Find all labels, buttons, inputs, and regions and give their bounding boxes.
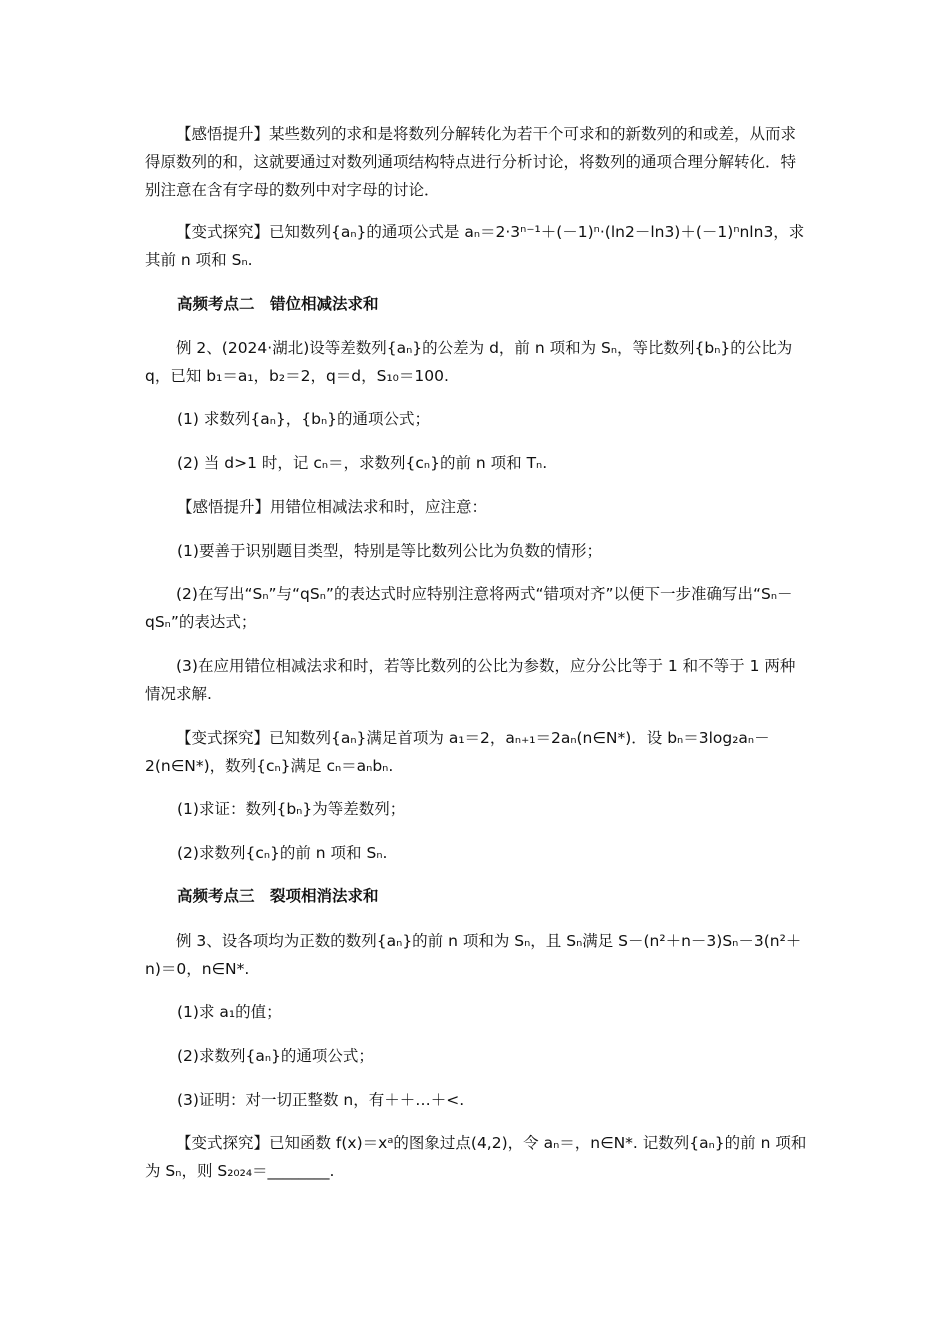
example-2: 例 2、(2024·湖北)设等差数列{aₙ}的公差为 d，前 n 项和为 Sₙ，等比数列{bₙ}的公比为 q，已知 b₁＝a₁，b₂＝2，q＝d，S₁₀＝100. — [145, 339, 798, 385]
example-2-part-1: (1) 求数列{aₙ}，{bₙ}的通项公式； — [177, 410, 431, 428]
variant-2-part-1: (1)求证：数列{bₙ}为等差数列； — [177, 800, 406, 818]
insight-paragraph-1: 【感悟提升】某些数列的求和是将数列分解转化为若干个可求和的新数列的和或差，从而求得原数列的和，这就要通过对数列通项结构特点进行分析讨论，将数列的通项合理分解转化．特别注意在含有字母的数列中对字母的讨论． — [145, 125, 797, 199]
example-3-part-2: (2)求数列{aₙ}的通项公式； — [177, 1047, 374, 1065]
example-2-part-2: (2) 当 d>1 时，记 cₙ＝，求数列{cₙ}的前 n 项和 Tₙ. — [177, 454, 548, 472]
insight-2-point-3: (3)在应用错位相减法求和时，若等比数列的公比为参数，应分公比等于 1 和不等于 1 两种情况求解. — [145, 657, 796, 703]
insight-heading-2: 【感悟提升】用错位相减法求和时，应注意： — [177, 498, 488, 516]
section-heading-2: 高频考点二 错位相减法求和 — [177, 295, 379, 313]
insight-2-point-1: (1)要善于识别题目类型，特别是等比数列公比为负数的情形； — [177, 542, 602, 560]
insight-2-point-2: (2)在写出“Sₙ”与“qSₙ”的表达式时应特别注意将两式“错项对齐”以便下一步准确写出“Sₙ－qSₙ”的表达式； — [145, 585, 793, 631]
variant-exercise-1: 【变式探究】已知数列{aₙ}的通项公式是 aₙ＝2·3ⁿ⁻¹＋(－1)ⁿ·(ln2－ln3)＋(－1)ⁿnln3，求其前 n 项和 Sₙ. — [145, 223, 805, 269]
example-3-part-3: (3)证明：对一切正整数 n，有＋＋…＋<. — [177, 1091, 465, 1109]
variant-2-part-2: (2)求数列{cₙ}的前 n 项和 Sₙ. — [177, 844, 388, 862]
section-heading-3: 高频考点三 裂项相消法求和 — [177, 887, 379, 905]
variant-exercise-2: 【变式探究】已知数列{aₙ}满足首项为 a₁＝2，aₙ₊₁＝2aₙ(n∈N*)．设 bₙ＝3log₂aₙ－2(n∈N*)，数列{cₙ}满足 cₙ＝aₙbₙ. — [145, 729, 770, 775]
variant-exercise-3: 【变式探究】已知函数 f(x)＝xᵃ的图象过点(4,2)，令 aₙ＝，n∈N*. 记数列{aₙ}的前 n 项和为 Sₙ，则 S₂₀₂₄＝________. — [145, 1134, 807, 1180]
example-3-part-1: (1)求 a₁的值； — [177, 1003, 282, 1021]
example-3: 例 3、设各项均为正数的数列{aₙ}的前 n 项和为 Sₙ，且 Sₙ满足 S－(n²＋n－3)Sₙ－3(n²＋n)＝0，n∈N*. — [145, 932, 802, 978]
